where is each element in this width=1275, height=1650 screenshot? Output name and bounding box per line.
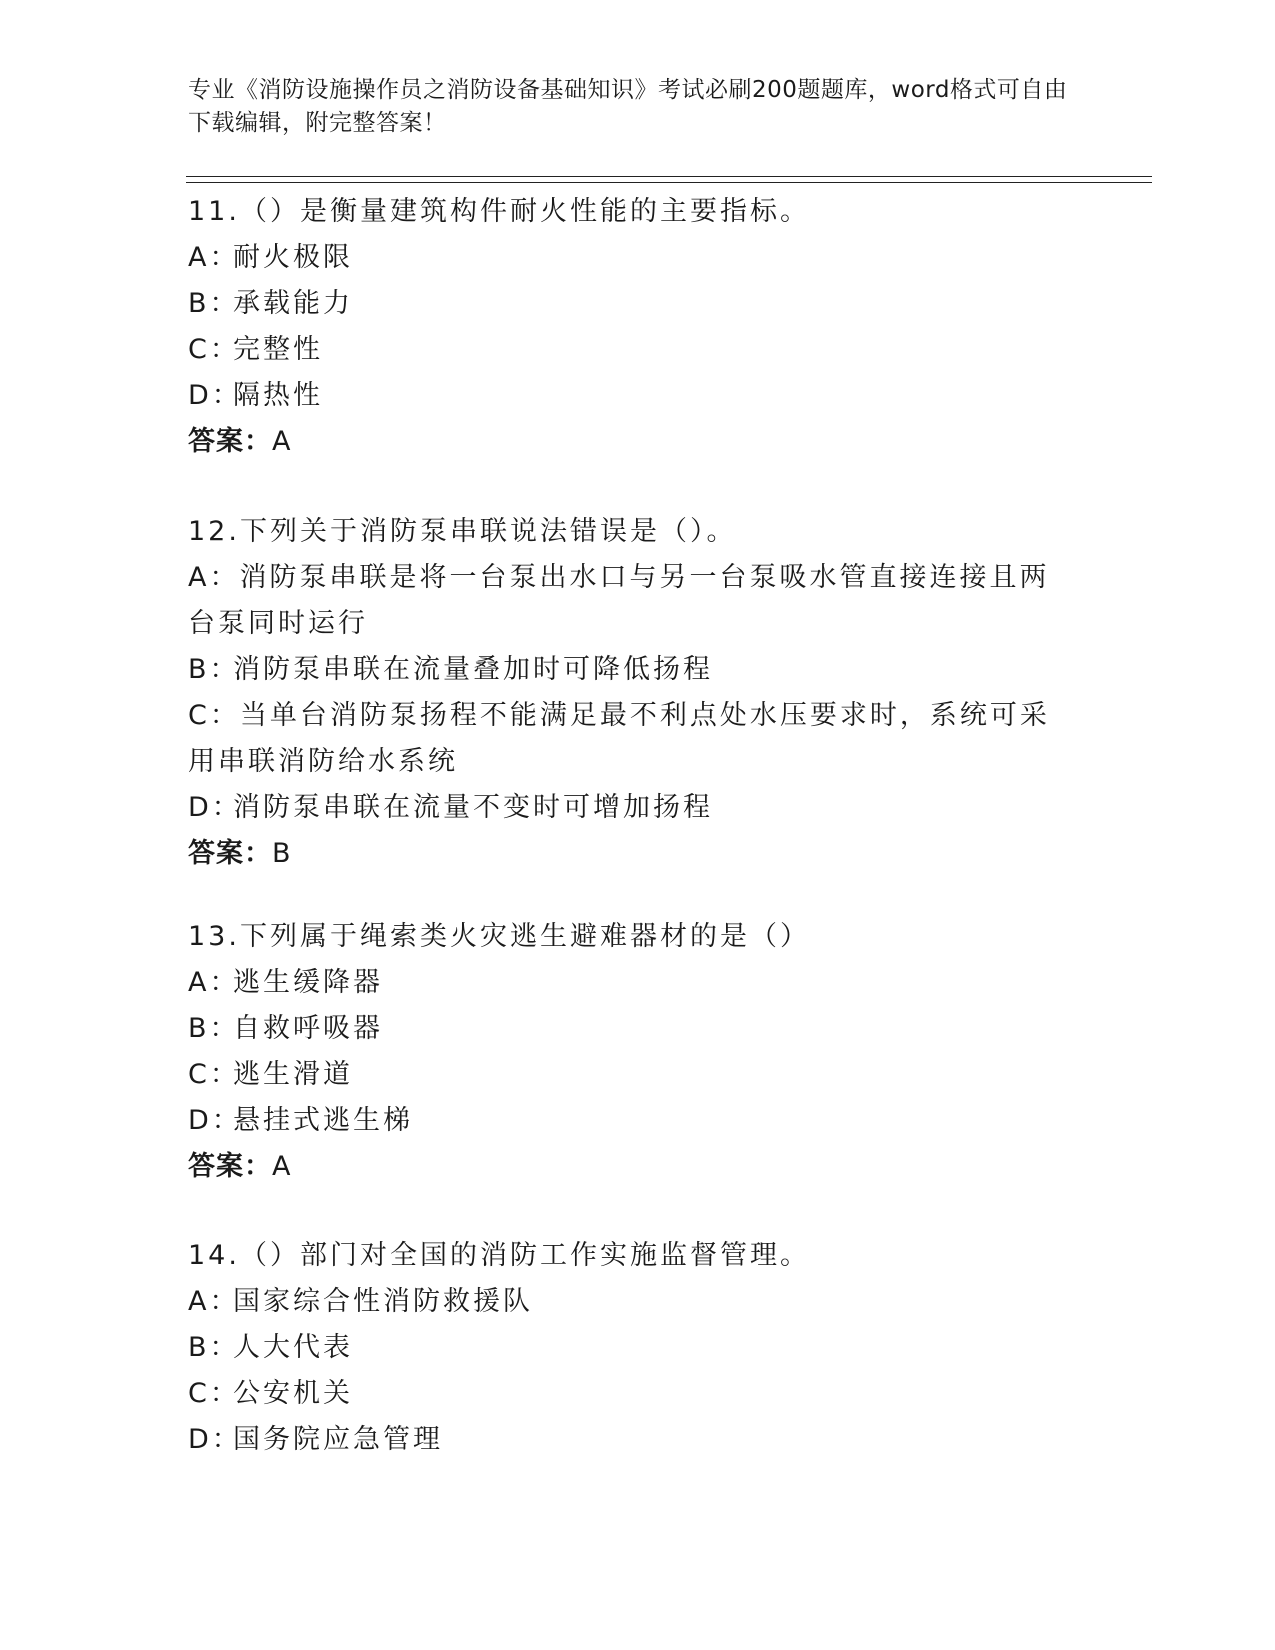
option-a [188, 960, 1088, 1006]
question-12 [188, 509, 1088, 877]
answer-value: A [272, 426, 292, 457]
option-a [188, 235, 1088, 281]
question-stem: 13.下列属于绳索类火灾逃生避难器材的是（） [188, 921, 810, 952]
option-c [188, 1052, 1088, 1098]
option-letter: A： [188, 562, 240, 593]
option-b [188, 1325, 1088, 1371]
option-letter: C： [188, 334, 240, 365]
question-14 [188, 1233, 1088, 1463]
option-letter: D： [188, 380, 242, 411]
option-b [188, 281, 1088, 327]
option-letter: C： [188, 1378, 240, 1409]
header-divider-bottom [186, 182, 1152, 183]
option-letter: A： [188, 967, 240, 998]
answer-line [188, 831, 1088, 877]
option-text: 人大代表 [233, 1332, 353, 1363]
option-d [188, 785, 1088, 831]
question-13 [188, 914, 1088, 1190]
option-letter: B： [188, 288, 240, 319]
option-text: 耐火极限 [233, 242, 353, 273]
answer-label: 答案： [188, 838, 272, 869]
option-letter: A： [188, 242, 240, 273]
option-c [188, 327, 1088, 373]
option-d [188, 1417, 1088, 1463]
option-text: 承载能力 [233, 288, 353, 319]
answer-value: A [272, 1151, 292, 1182]
option-d [188, 1098, 1088, 1144]
answer-line [188, 419, 1088, 465]
question-stem: 11.（）是衡量建筑构件耐火性能的主要指标。 [188, 196, 810, 227]
question-stem: 12.下列关于消防泵串联说法错误是（）。 [188, 516, 737, 547]
answer-line [188, 1144, 1088, 1190]
option-c [188, 1371, 1088, 1417]
option-text: 隔热性 [233, 380, 323, 411]
option-letter: C： [188, 700, 240, 731]
option-letter: B： [188, 1332, 240, 1363]
option-letter: A： [188, 1286, 240, 1317]
option-d [188, 373, 1088, 419]
option-text: 消防泵串联是将一台泵出水口与另一台泵吸水管直接连接且两台泵同时运行 [188, 562, 1050, 639]
question-stem: 14.（）部门对全国的消防工作实施监督管理。 [188, 1240, 810, 1271]
option-letter: C： [188, 1059, 240, 1090]
option-a [188, 555, 1068, 647]
option-letter: B： [188, 1013, 240, 1044]
option-b [188, 1006, 1088, 1052]
option-c [188, 693, 1068, 785]
option-text: 自救呼吸器 [233, 1013, 383, 1044]
option-text: 逃生缓降器 [233, 967, 383, 998]
option-letter: D： [188, 1105, 242, 1136]
option-text: 国家综合性消防救援队 [233, 1286, 533, 1317]
option-text: 逃生滑道 [233, 1059, 353, 1090]
answer-value: B [272, 838, 292, 869]
option-text: 当单台消防泵扬程不能满足最不利点处水压要求时，系统可采用串联消防给水系统 [188, 700, 1050, 777]
option-text: 国务院应急管理 [233, 1424, 443, 1455]
option-text: 公安机关 [233, 1378, 353, 1409]
option-text: 消防泵串联在流量不变时可增加扬程 [233, 792, 713, 823]
answer-label: 答案： [188, 426, 272, 457]
option-letter: D： [188, 1424, 242, 1455]
question-11 [188, 189, 1088, 465]
option-letter: B： [188, 654, 240, 685]
document-header: 专业《消防设施操作员之消防设备基础知识》考试必刷200题题库，word格式可自由下载编辑，附完整答案！ [188, 77, 1068, 136]
option-a [188, 1279, 1088, 1325]
header-divider-top [186, 176, 1152, 177]
answer-label: 答案： [188, 1151, 272, 1182]
option-text: 完整性 [233, 334, 323, 365]
option-letter: D： [188, 792, 242, 823]
option-text: 消防泵串联在流量叠加时可降低扬程 [233, 654, 713, 685]
option-b [188, 647, 1088, 693]
option-text: 悬挂式逃生梯 [233, 1105, 413, 1136]
